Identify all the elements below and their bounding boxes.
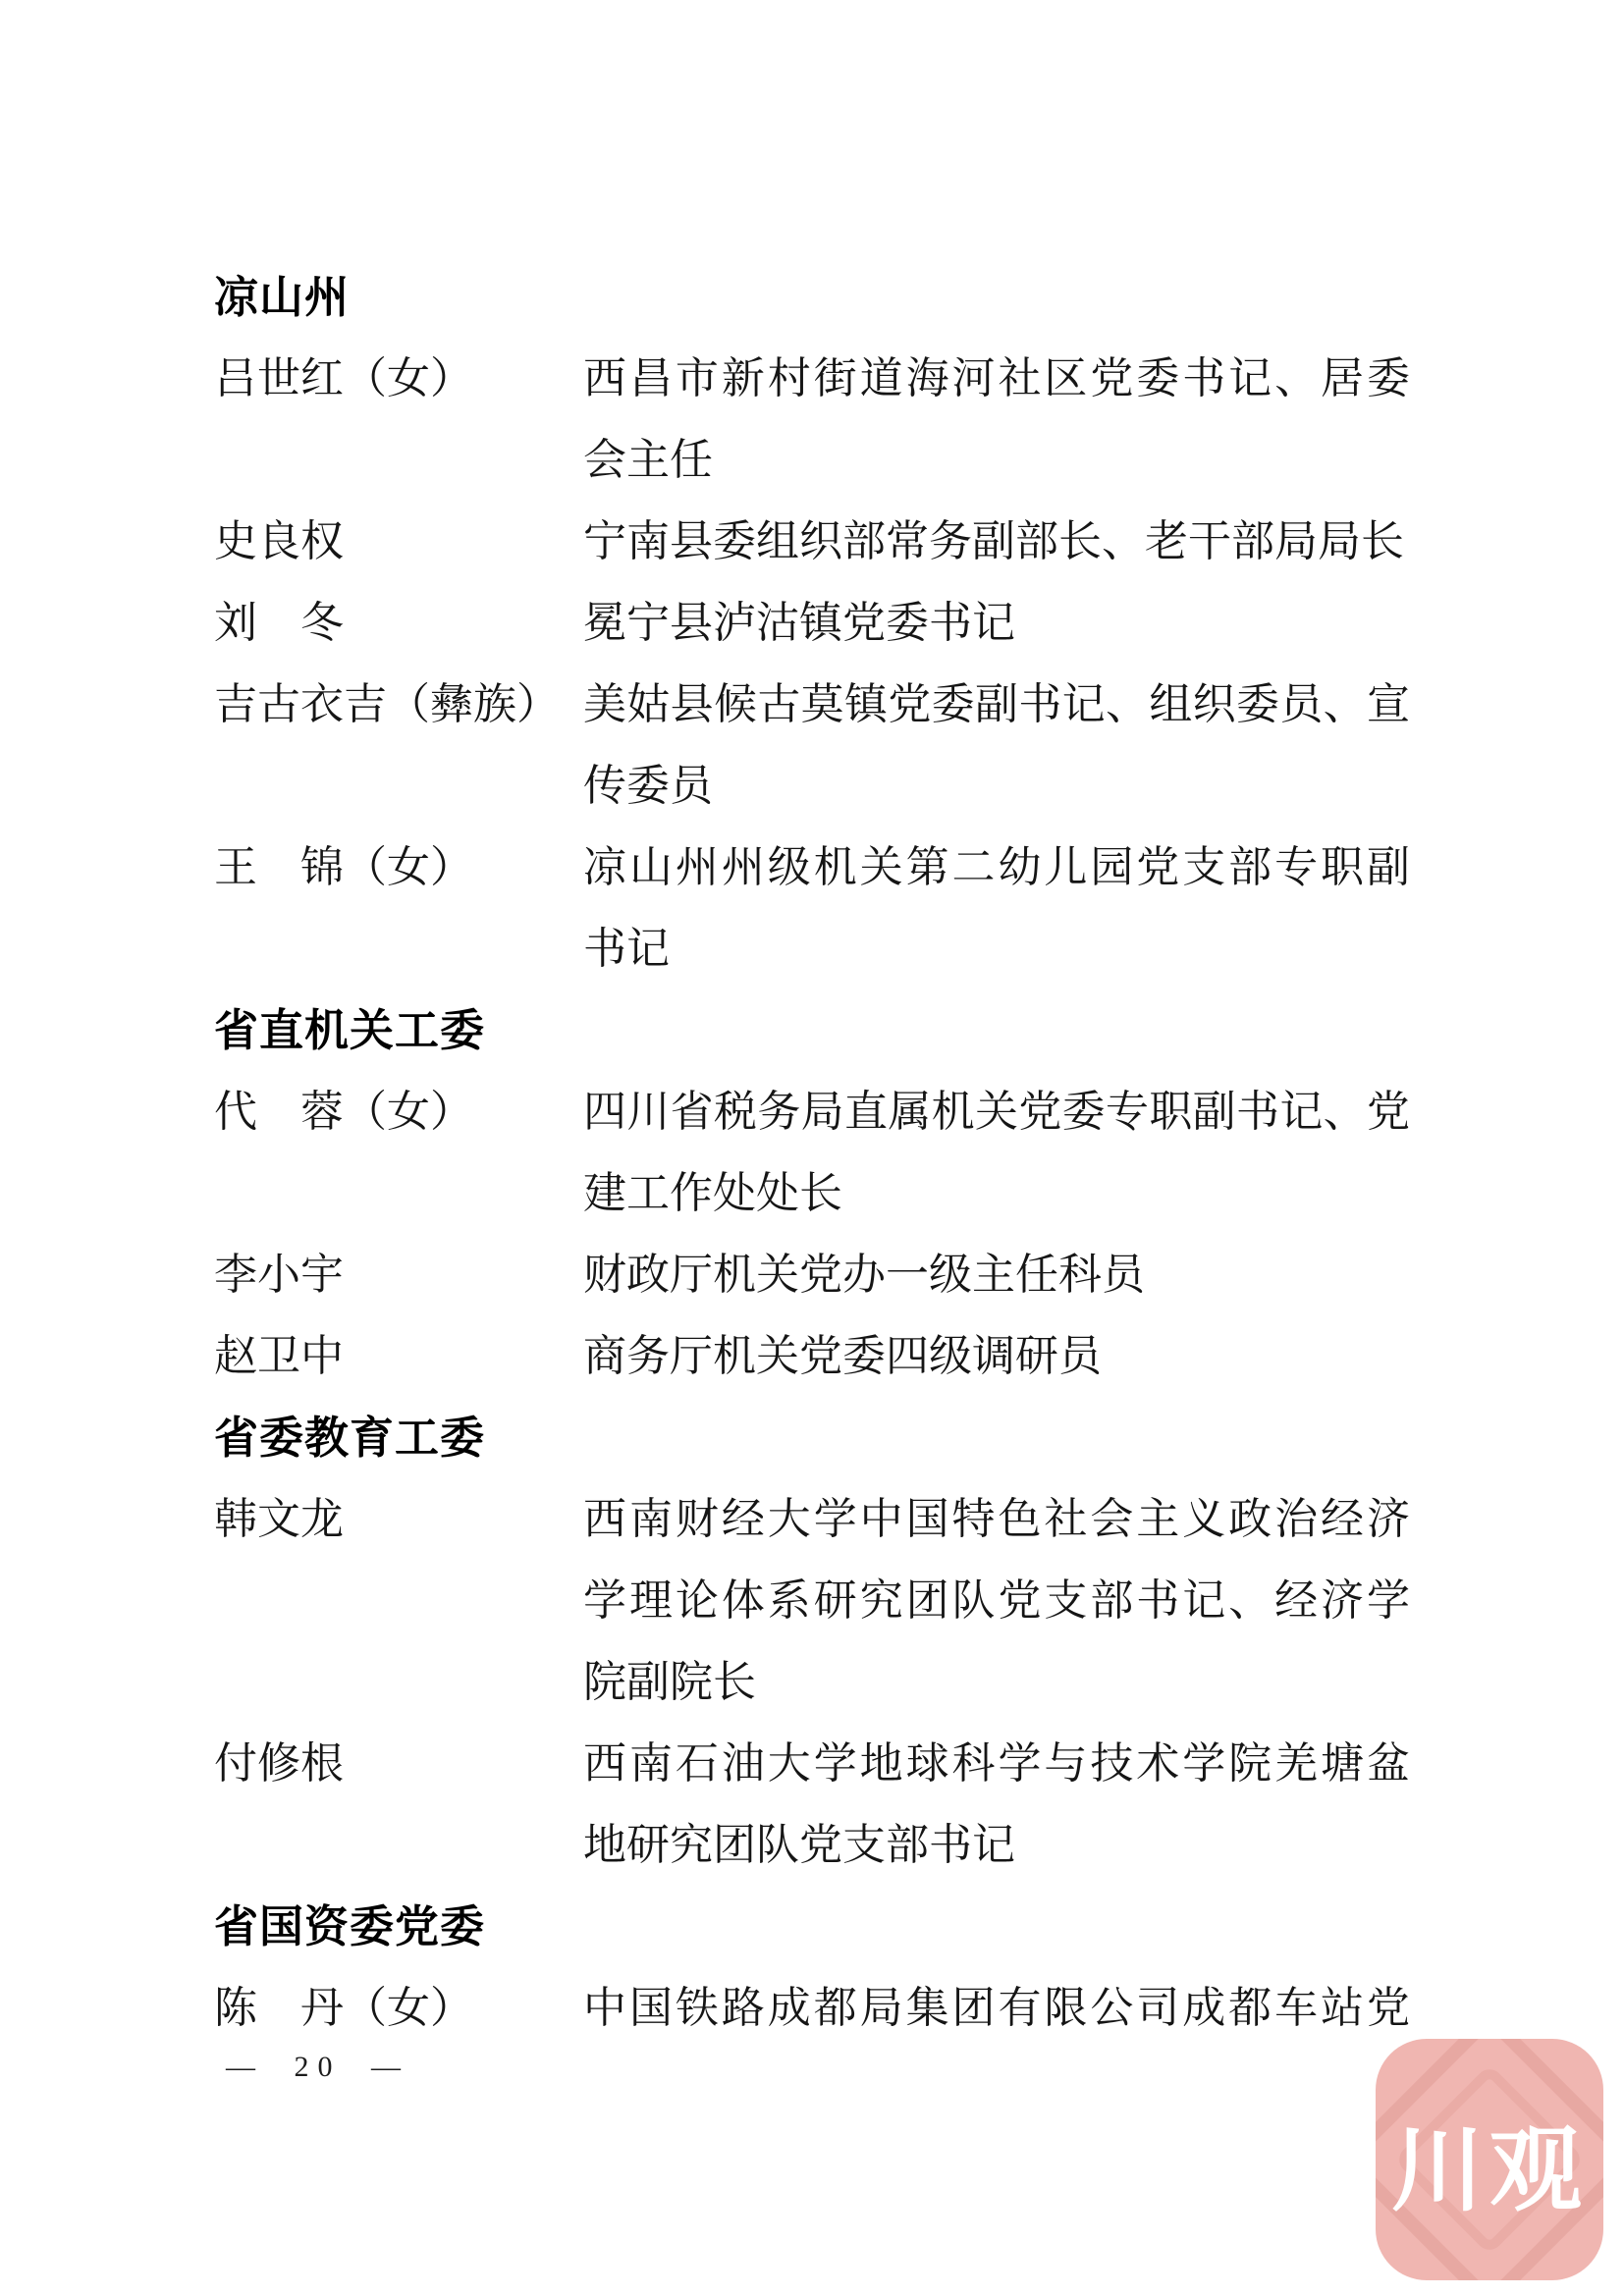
- position-line: 财政厅机关党办一级主任科员: [583, 1251, 1145, 1299]
- position-line: 宁南县委组织部常务副部长、老干部局局长: [583, 517, 1404, 565]
- roster-content: [214, 256, 1410, 2049]
- position-line: 书记: [583, 925, 670, 973]
- position-line: 西南石油大学地球科学与技术学院羌塘盆: [583, 1739, 1410, 1788]
- person-position: [583, 1967, 1410, 2049]
- person-name: 付修根: [214, 1739, 344, 1788]
- person-name: 代 蓉（女）: [214, 1088, 473, 1136]
- section-heading: 省委教育工委: [214, 1413, 486, 1463]
- person-position: [583, 664, 1410, 827]
- roster-entry: [214, 1071, 1410, 1234]
- person-name: 刘 冬: [214, 599, 344, 647]
- roster-entry: [214, 582, 1410, 664]
- position-line: 地研究团队党支部书记: [583, 1821, 1015, 1869]
- person-name: 陈 丹（女）: [214, 1984, 473, 2032]
- position-line: 商务厅机关党委四级调研员: [583, 1332, 1102, 1380]
- person-position: [583, 827, 1410, 989]
- position-line: 西昌市新村街道海河社区党委书记、居委: [583, 354, 1410, 402]
- roster-entry: [214, 827, 1410, 989]
- position-line: 美姑县候古莫镇党委副书记、组织委员、宣: [583, 680, 1410, 728]
- position-line: 四川省税务局直属机关党委专职副书记、党: [583, 1088, 1410, 1136]
- section-heading: 省国资委党委: [214, 1901, 486, 1951]
- person-name: 王 锦（女）: [214, 843, 473, 891]
- position-line: 传委员: [583, 762, 713, 810]
- position-line: 建工作处处长: [583, 1169, 842, 1217]
- person-name: 韩文龙: [214, 1495, 344, 1543]
- roster-entry: [214, 1723, 1410, 1886]
- position-line: 会主任: [583, 436, 713, 484]
- position-line: 西南财经大学中国特色社会主义政治经济: [583, 1495, 1410, 1543]
- section-heading: 省直机关工委: [214, 1005, 486, 1055]
- person-position: [583, 1234, 1410, 1315]
- person-name: 吕世红（女）: [214, 354, 473, 402]
- roster-entry: [214, 664, 1410, 827]
- person-position: [583, 1315, 1410, 1397]
- roster-entry: [214, 338, 1410, 501]
- person-name: 吉古衣吉（彝族）: [214, 680, 560, 728]
- section-heading: 凉山州: [214, 272, 351, 322]
- person-name: 李小宇: [214, 1251, 344, 1299]
- person-position: [583, 1723, 1410, 1886]
- person-name: 史良权: [214, 517, 344, 565]
- roster-entry: [214, 1478, 1410, 1723]
- roster-entry: [214, 1967, 1410, 2049]
- person-position: [583, 338, 1410, 501]
- position-line: 中国铁路成都局集团有限公司成都车站党: [583, 1984, 1410, 2032]
- position-line: 学理论体系研究团队党支部书记、经济学: [583, 1576, 1410, 1625]
- person-position: [583, 1478, 1410, 1723]
- roster-entry: [214, 1315, 1410, 1397]
- watermark-text: 川观: [1390, 2115, 1588, 2224]
- page-number: — 20 —: [226, 2051, 409, 2083]
- person-position: [583, 501, 1410, 582]
- position-line: 冕宁县泸沽镇党委书记: [583, 599, 1015, 647]
- person-position: [583, 582, 1410, 664]
- person-position: [583, 1071, 1410, 1234]
- roster-entry: [214, 501, 1410, 582]
- person-name: 赵卫中: [214, 1332, 344, 1380]
- chuanguan-watermark-logo: [1376, 2039, 1603, 2280]
- position-line: 院副院长: [583, 1658, 756, 1706]
- position-line: 凉山州州级机关第二幼儿园党支部专职副: [583, 843, 1410, 891]
- roster-entry: [214, 1234, 1410, 1315]
